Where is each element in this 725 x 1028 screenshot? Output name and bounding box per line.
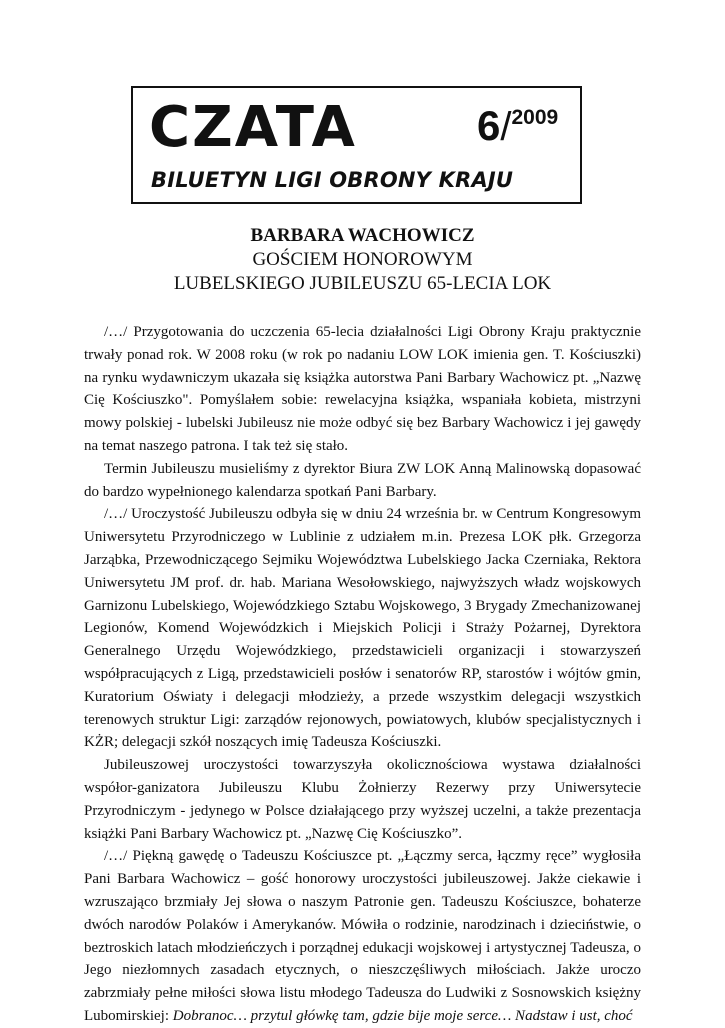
paragraph-text: /…/ Piękną gawędę o Tadeuszu Kościuszce pt. „Łączmy serca, łączmy ręce” wygłosiła Pani Barbara Wachowicz – gość honorowy uroczystości jubileuszowej. Jakże ciekawie i wzruszająco brzmiały Jej słowa o naszym Patronie gen. Tadeuszu Kościuszce, bohaterze dwóch narodów Polaków i Amerykanów. Mówiła o rodzinie, narodzinach i dzieciństwie, o beztroskich latach młodzieńczych i porządnej edukacji wojskowej i artystycznej Tadeusza, o Jego niezłomnych zasadach etycznych, o nieszczęśliwych miłościach. Jakże uroczo zabrzmiały pełne miłości słowa listu młodego Tadeusza do Ludwiki z Sosnowskich księżny Lubomirskiej: bbox=[84, 848, 641, 1024]
author-heading: BARBARA WACHOWICZ bbox=[250, 225, 475, 246]
paragraph-last bbox=[84, 845, 641, 1027]
issue-slash: / bbox=[500, 105, 512, 149]
heading-line-2: GOŚCIEM HONOROWYM bbox=[252, 249, 473, 270]
issue-number-value: 6 bbox=[477, 102, 501, 149]
issue-number bbox=[477, 104, 558, 149]
issue-year: 2009 bbox=[511, 106, 559, 129]
paragraph: /…/ Przygotowania do uczczenia 65-lecia działalności Ligi Obrony Kraju praktycznie trwały ponad rok. W 2008 roku (w rok po nadaniu LOW LOK imienia gen. T. Kościuszki) na rynku wydawniczym ukazała się książka autorstwa Pani Barbary Wachowicz pt. „Nazwę Cię Kościuszko". Pomyślałem sobie: rewelacyjna książka, wspaniała kobieta, mistrzyni mowy polskiej - lubelski Jubileusz nie może odbyć się bez Barbary Wachowicz i jej gawędy na temat naszego patrona. I tak też się stało. bbox=[84, 324, 641, 454]
masthead-title: CZATA bbox=[149, 95, 357, 160]
letter-quote: Dobranoc… przytul główkę tam, gdzie bije moje serce… Nadstaw i ust, choć bbox=[172, 1007, 633, 1024]
paragraph: Jubileuszowej uroczystości towarzyszyła okolicznościowa wystawa działalności współor-ganizatora Jubileuszu Klubu Żołnierzy Rezerwy przy Uniwersytecie Przyrodniczym - jedynego w Polsce działającego przy wyższej uczelni, a także prezentacja książki Pani Barbary Wachowicz pt. „Nazwę Cię Kościuszko”. bbox=[84, 757, 641, 842]
paragraph: /…/ Uroczystość Jubileuszu odbyła się w dniu 24 września br. w Centrum Kongresowym Uniwersytetu Przyrodniczego w Lublinie z udziałem m.in. Prezesa LOK płk. Grzegorza Jarząbka, Przewodniczącego Sejmiku Województwa Lubelskiego Jacka Czerniaka, Rektora Uniwersytetu JM prof. dr. hab. Mariana Wesołowskiego, najwyższych władz wojskowych Garnizonu Lubelskiego, Wojewódzkiego Sztabu Wojskowego, 3 Brygady Zmechanizowanej Legionów, Komend Wojewódzkich i Miejskich Policji i Straży Pożarnej, Dyrektora Generalnego Urzędu Wojewódzkiego, przedstawicieli organizacji i stowarzyszeń współpracujących z Ligą, przedstawicieli posłów i senatorów RP, starostów i wójtów gmin, Kuratorium Oświaty i delegacji młodzieży, a przede wszystkim delegacji wszystkich terenowych struktur Ligi: zarządów rejonowych, powiatowych, klubów specjalistycznych i KŻR; delegacji szkół noszących imię Tadeusza Kościuszki. bbox=[84, 506, 641, 751]
article-body bbox=[84, 321, 641, 1028]
heading-line-3: LUBELSKIEGO JUBILEUSZU 65-LECIA LOK bbox=[173, 273, 552, 294]
masthead-subtitle: BILUETYN LIGI OBRONY KRAJU bbox=[151, 168, 514, 192]
masthead bbox=[131, 86, 582, 204]
paragraph: Termin Jubileuszu musieliśmy z dyrektor Biura ZW LOK Anną Malinowską dopasować do bardzo wypełnionego kalendarza spotkań Pani Barbary. bbox=[84, 460, 641, 500]
